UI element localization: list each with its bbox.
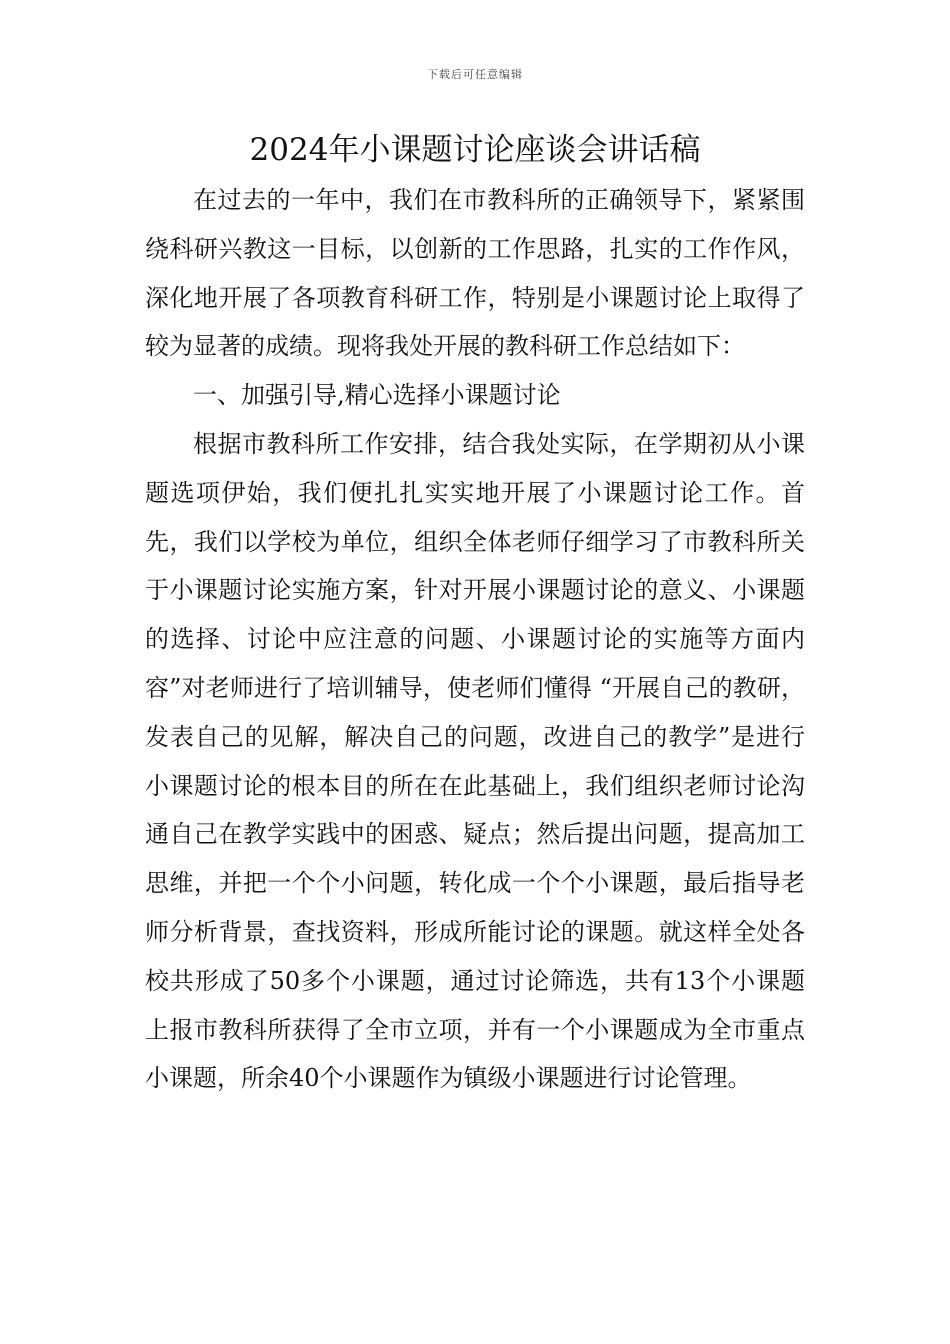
document-title: 2024年小课题讨论座谈会讲话稿 xyxy=(249,132,701,168)
section-heading-1: 一、加强引导,精心选择小课题讨论 xyxy=(193,381,561,410)
document-body xyxy=(145,176,805,1103)
paragraph-intro: 在过去的一年中，我们在市教科所的正确领导下，紧紧围绕科研兴教这一目标，以创新的工作思路，扎实的工作作风，深化地开展了各项教育科研工作，特别是小课题讨论上取得了较为显著的成绩。现将我处开展的教科研工作总结如下： xyxy=(145,186,805,361)
paragraph-section-1: 根据市教科所工作安排，结合我处实际，在学期初从小课题选项伊始，我们便扎扎实实地开展了小课题讨论工作。首先，我们以学校为单位，组织全体老师仔细学习了市教科所关于小课题讨论实施方案，针对开展小课题讨论的意义、小课题的选择、讨论中应注意的问题、小课题讨论的实施等方面内容”对老师进行了培训辅导，使老师们懂得 “开展自己的教研，发表自己的见解，解决自己的问题，改进自己的教学”是进行小课题讨论的根本目的所在在此基础上，我们组织老师讨论沟通自己在教学实践中的困惑、疑点；然后提出问题，提高加工思维，并把一个个小问题，转化成一个个小课题，最后指导老师分析背景，查找资料，形成所能讨论的课题。就这样全处各校共形成了50多个小课题，通过讨论筛选，共有13个小课题上报市教科所获得了全市立项，并有一个小课题成为全市重点小课题，所余40个小课题作为镇级小课题进行讨论管理。 xyxy=(145,429,805,1093)
header-note: 下载后可任意编辑 xyxy=(427,68,523,81)
